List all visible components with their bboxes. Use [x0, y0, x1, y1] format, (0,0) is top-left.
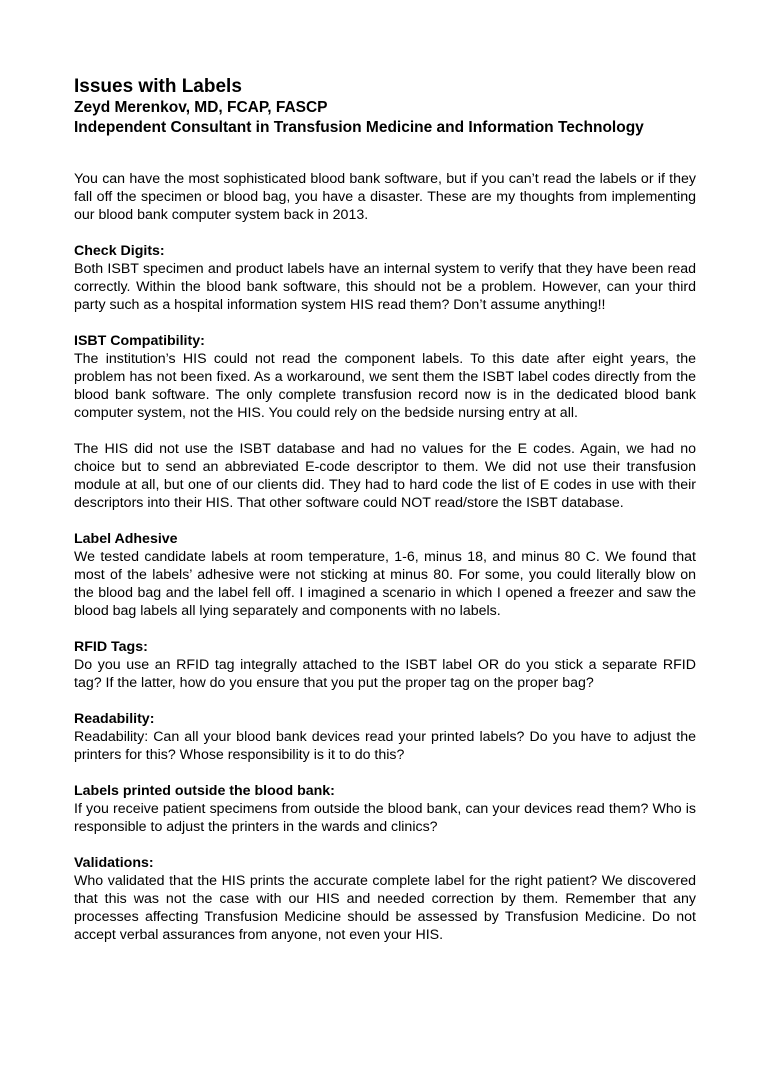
section-heading: Labels printed outside the blood bank: [74, 783, 335, 799]
section-paragraph: The HIS did not use the ISBT database and had no values for the E codes. Again, we had no choice but to send an abbreviated E-code descriptor to them. We did not use their transfusion module at all, but one of our clients did. They had to hard code the list of E codes in use with their descriptors into their HIS. That other software could NOT read/store the ISBT database. [74, 441, 696, 511]
section-paragraph: Both ISBT specimen and product labels have an internal system to verify that they have been read correctly. Within the blood bank software, this should not be a problem. However, can your third party such as a hospital information system HIS read them? Don’t assume anything!! [74, 261, 696, 313]
section-paragraph: Who validated that the HIS prints the accurate complete label for the right patient? We discovered that this was not the case with our HIS and needed correction by them. Remember that any processes affecting Transfusion Medicine should be assessed by Transfusion Medicine. Do not accept verbal assurances from anyone, not even your HIS. [74, 873, 696, 943]
section-check-digits [74, 242, 696, 314]
section-heading: ISBT Compatibility: [74, 333, 205, 349]
page-title: Issues with Labels [74, 76, 242, 97]
section-paragraph: The institution’s HIS could not read the component labels. To this date after eight years, the problem has not been fixed. As a workaround, we sent them the ISBT label codes directly from the blood bank software. The only complete transfusion record now is in the dedicated blood bank computer system, not the HIS. You could rely on the bedside nursing entry at all. [74, 351, 696, 421]
section-heading: Readability: [74, 711, 155, 727]
section-heading: Check Digits: [74, 243, 165, 259]
intro-paragraph: You can have the most sophisticated blood bank software, but if you can’t read the labels or if they fall off the specimen or blood bag, you have a disaster. These are my thoughts from implementing our blood bank computer system back in 2013. [74, 171, 696, 223]
author-line: Zeyd Merenkov, MD, FCAP, FASCP [74, 99, 328, 116]
section-paragraph: Do you use an RFID tag integrally attached to the ISBT label OR do you stick a separate RFID tag? If the latter, how do you ensure that you put the proper tag on the proper bag? [74, 657, 696, 691]
section-isbt-compatibility [74, 332, 696, 512]
document-page [74, 76, 696, 944]
section-validations [74, 854, 696, 944]
section-rfid-tags [74, 638, 696, 692]
section-heading: Label Adhesive [74, 531, 178, 547]
section-paragraph: If you receive patient specimens from outside the blood bank, can your devices read them? Who is responsible to adjust the printers in the wards and clinics? [74, 801, 696, 835]
section-labels-outside [74, 782, 696, 836]
section-readability [74, 710, 696, 764]
section-paragraph: Readability: Can all your blood bank devices read your printed labels? Do you have to adjust the printers for this? Whose responsibility is it to do this? [74, 729, 696, 763]
affiliation-line: Independent Consultant in Transfusion Medicine and Information Technology [74, 119, 644, 136]
section-label-adhesive [74, 530, 696, 620]
section-paragraph: We tested candidate labels at room temperature, 1-6, minus 18, and minus 80 C. We found that most of the labels’ adhesive were not sticking at minus 80. For some, you could literally blow on the blood bag and the label fell off. I imagined a scenario in which I opened a freezer and saw the blood bag labels all lying separately and components with no labels. [74, 549, 696, 619]
section-heading: RFID Tags: [74, 639, 148, 655]
section-heading: Validations: [74, 855, 154, 871]
